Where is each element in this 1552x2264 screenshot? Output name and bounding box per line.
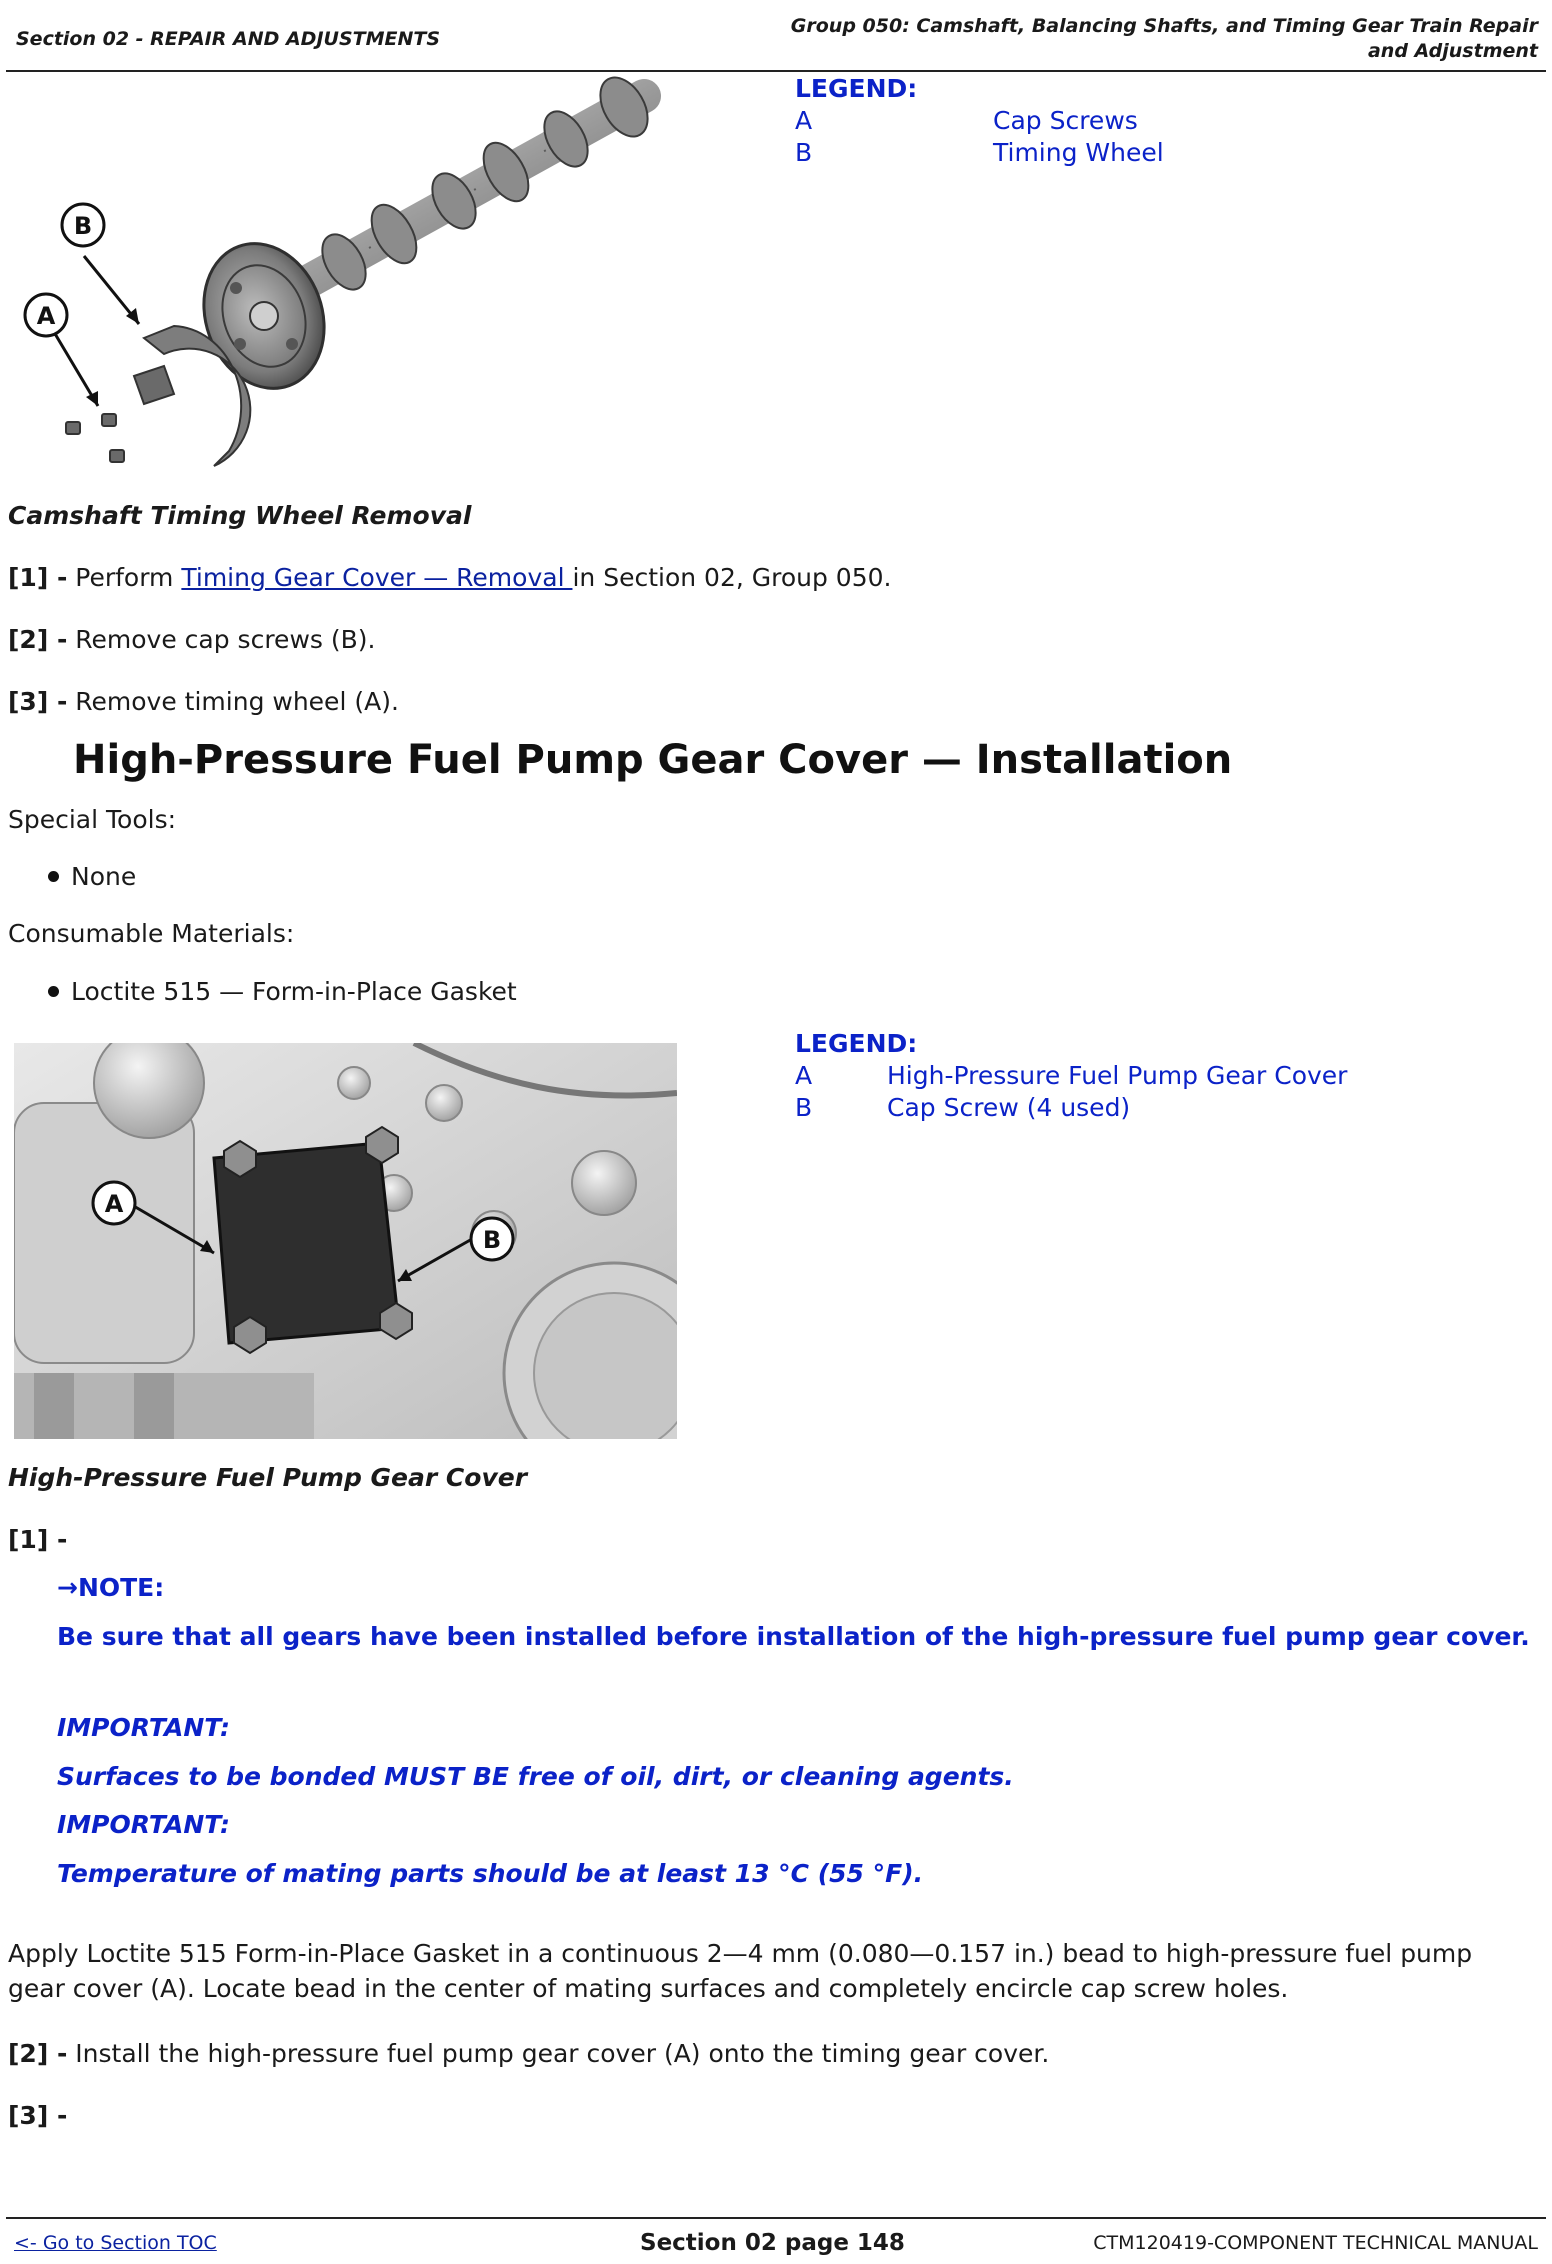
legend-label: High-Pressure Fuel Pump Gear Cover <box>887 1061 1348 1090</box>
legend-label: Timing Wheel <box>993 138 1164 167</box>
step-text: Remove timing wheel (A). <box>75 687 399 716</box>
legend-key: B <box>795 1093 813 1122</box>
note-text: Be sure that all gears have been installed before installation of the high-pressure fuel pump gear cover. <box>57 1622 1530 1651</box>
step-number: [3] - <box>8 2101 68 2130</box>
camshaft-illustration <box>14 76 684 476</box>
footer-divider <box>6 2217 1546 2219</box>
legend-key: B <box>795 138 813 167</box>
legend-label: Cap Screws <box>993 106 1138 135</box>
figure-caption-camshaft: Camshaft Timing Wheel Removal <box>8 501 472 530</box>
legend-row <box>795 105 1164 137</box>
header-section: Section 02 - REPAIR AND ADJUSTMENTS <box>16 28 441 50</box>
special-tool-text: None <box>71 862 137 891</box>
header-group: Group 050: Camshaft, Balancing Shafts, and Timing Gear Train Repair and Adjustment <box>790 15 1538 62</box>
install-step-1 <box>8 1525 67 1554</box>
step-text: Install the high-pressure fuel pump gear cover (A) onto the timing gear cover. <box>75 2039 1050 2068</box>
special-tools-label: Special Tools: <box>8 805 177 834</box>
callout-a-label: A <box>104 1190 124 1218</box>
install-step-3 <box>8 2101 67 2130</box>
consumables-label: Consumable Materials: <box>8 919 295 948</box>
important-label: IMPORTANT: <box>57 1810 230 1839</box>
important-text: Temperature of mating parts should be at least 13 °C (55 °F). <box>57 1859 924 1888</box>
special-tool-item <box>48 862 136 891</box>
footer-manual-title: CTM120419-COMPONENT TECHNICAL MANUAL <box>1093 2232 1538 2254</box>
step-number: [1] - <box>8 563 68 592</box>
step-text: Perform <box>75 563 182 592</box>
removal-step-2 <box>8 625 375 654</box>
consumable-text: Loctite 515 — Form-in-Place Gasket <box>71 977 517 1006</box>
legend-key: A <box>795 1061 813 1090</box>
legend-row <box>795 137 1164 169</box>
bullet-icon <box>48 986 59 997</box>
legend-label: Cap Screw (4 used) <box>887 1093 1131 1122</box>
legend-key: A <box>795 106 813 135</box>
footer-page-number: Section 02 page 148 <box>640 2230 905 2256</box>
legend-camshaft <box>795 73 1164 169</box>
apply-gasket-paragraph: Apply Loctite 515 Form-in-Place Gasket in a continuous 2—4 mm (0.080—0.157 in.) bead to high-pressure fuel pump gear cover (A). Locate bead in the center of mating surfaces and completely encircle cap screw holes. <box>8 1939 1473 2003</box>
step-text: in Section 02, Group 050. <box>572 563 892 592</box>
timing-gear-cover-removal-link[interactable]: Timing Gear Cover — Removal <box>181 563 573 592</box>
important-label: IMPORTANT: <box>57 1713 230 1742</box>
header-divider <box>6 70 1546 72</box>
removal-step-3 <box>8 687 399 716</box>
footer-toc <box>14 2232 217 2254</box>
step-number: [1] - <box>8 1525 68 1554</box>
fuel-pump-cover-illustration <box>14 1043 677 1439</box>
step-number: [2] - <box>8 2039 68 2068</box>
bullet-icon <box>48 871 59 882</box>
removal-step-1 <box>8 563 891 592</box>
step-number: [2] - <box>8 625 68 654</box>
installation-heading: High-Pressure Fuel Pump Gear Cover — Installation <box>73 737 1233 783</box>
legend-row <box>795 1060 1347 1092</box>
important-text: Surfaces to be bonded MUST BE free of oil, dirt, or cleaning agents. <box>57 1762 1014 1791</box>
legend-row <box>795 1092 1347 1124</box>
legend-title: LEGEND: <box>795 1029 918 1058</box>
callout-b-label: B <box>482 1226 502 1254</box>
callout-a-label: A <box>36 302 56 330</box>
install-step-2 <box>8 2039 1049 2068</box>
legend-fuel-pump-cover <box>795 1028 1347 1124</box>
step-number: [3] - <box>8 687 68 716</box>
step-text: Remove cap screws (B). <box>75 625 376 654</box>
callout-b-label: B <box>73 212 93 240</box>
figure-caption-fuel-pump-cover: High-Pressure Fuel Pump Gear Cover <box>8 1463 528 1492</box>
note-label: →NOTE: <box>57 1573 165 1602</box>
section-toc-link[interactable]: <- Go to Section TOC <box>14 2232 217 2254</box>
legend-title: LEGEND: <box>795 74 918 103</box>
consumable-item <box>48 977 517 1006</box>
